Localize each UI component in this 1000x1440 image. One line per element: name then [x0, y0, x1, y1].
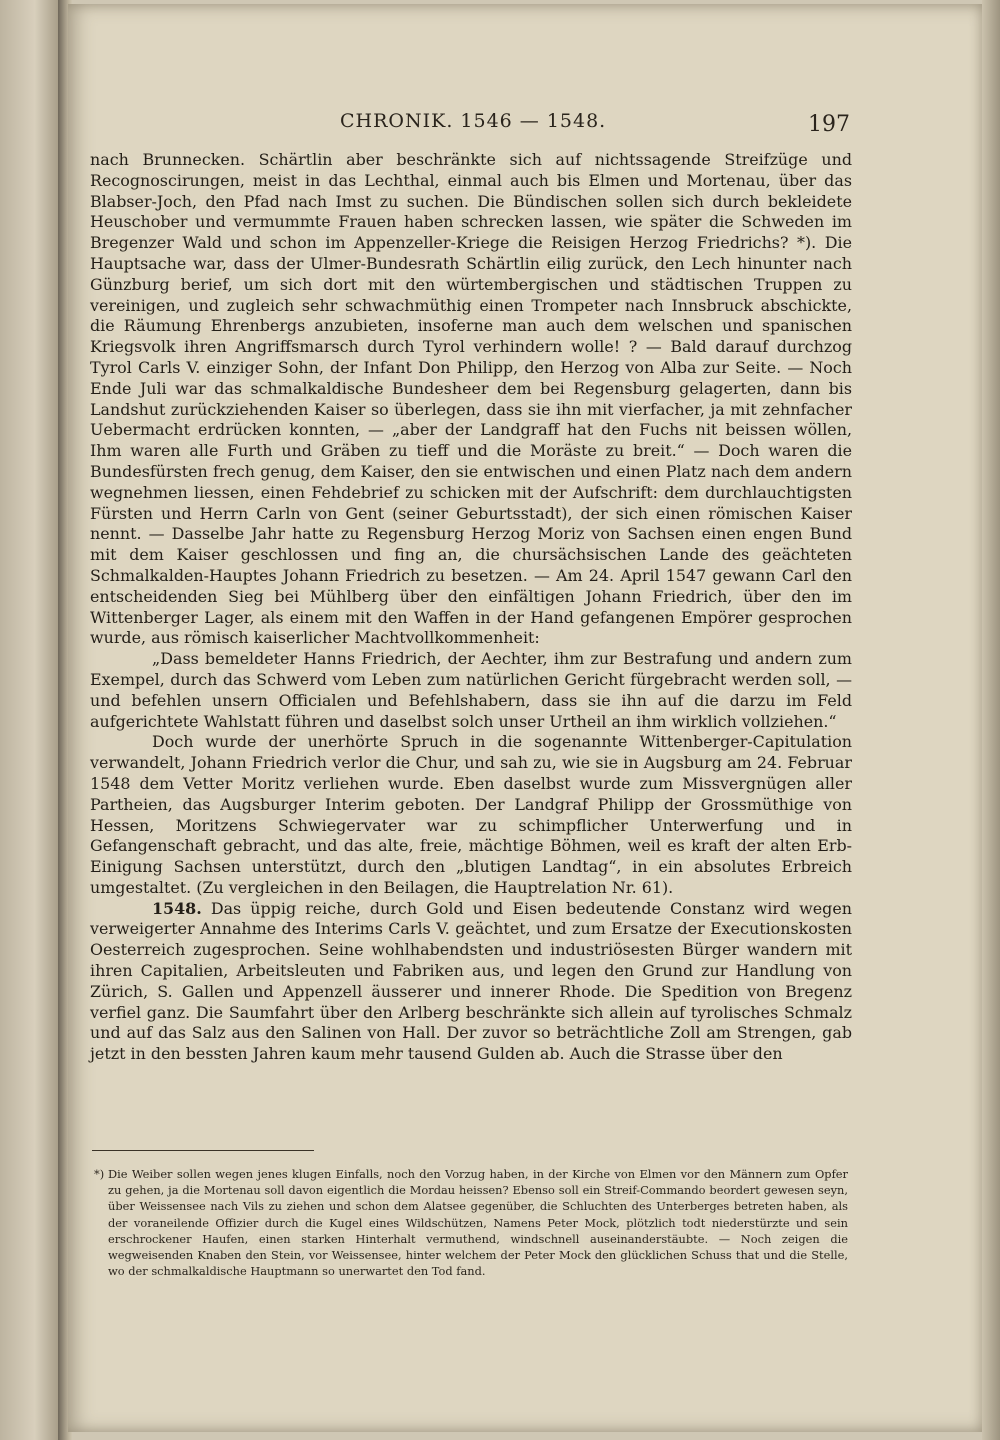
quotation-paragraph: „Dass bemeldeter Hanns Friedrich, der Aechter, ihm zur Bestrafung und andern zum Exempel, durch das Schwerd vom Leben zum natürlichen Gericht fürgebracht werden soll, — und befehlen unsern Officialen und Befehlshabern, dass sie ihn auf die darzu im Feld aufgerichtete Wahlstatt führen und daselbst solch unser Urtheil an ihm wirklich vollziehen.“: [90, 649, 852, 731]
running-title: CHRONIK. 1546 — 1548.: [340, 110, 607, 132]
footnote: [94, 1166, 848, 1279]
paragraph-3: Doch wurde der unerhörte Spruch in die sogenannte Wittenberger-Capitulation verwandelt, Johann Friedrich verlor die Chur, und sah zu, wie sie in Augsburg am 24. Februar 1548 dem Vetter Moritz verliehen wurde. Eben daselbst wurde zum Missvergnügen aller Partheien, das Augsburger Interim geboten. Der Landgraf Philipp der Grossmüthige von Hessen, Moritzens Schwiegervater war zu schimpflicher Unterwerfung und in Gefangenschaft gebracht, und das alte, freie, mächtige Böhmen, weil es kraft der alten Erb-Einigung Sachsen unterstützt, durch den „blutigen Landtag“, in ein absolutes Erbreich umgestaltet. (Zu vergleichen in den Beilagen, die Hauptrelation Nr. 61).: [90, 732, 852, 897]
paragraph-1548: [90, 899, 852, 1065]
paragraph-1: nach Brunnecken. Schärtlin aber beschränkte sich auf nichtssagende Streifzüge und Recognoscirungen, meist in das Lechthal, einmal auch bis Elmen und Mortenau, über das Blabser-Joch, den Pfad nach Imst zu suchen. Die Bündischen sollen sich durch bekleidete Heuschober und vermummte Frauen haben schrecken lassen, wie später die Schweden im Bregenzer Wald und schon im Appenzeller-Kriege die Reisigen Herzog Friedrichs? *). Die Hauptsache war, dass der Ulmer-Bundesrath Schärtlin eilig zurück, den Lech hinunter nach Günzburg berief, um sich dort mit den würtembergischen und städtischen Truppen zu vereinigen, und zugleich sehr schwachmüthig einen Trompeter nach Innsbruck abschickte, die Räumung Ehrenbergs anzubieten, insoferne man auch dem welschen und spanischen Kriegsvolk ihren Angriffsmarsch durch Tyrol verhindern wolle! ? — Bald darauf durchzog Tyrol Carls V. einziger Sohn, der Infant Don Philipp, den Herzog von Alba zur Seite. — Noch Ende Juli war das schmalkaldische Bundesheer dem bei Regensburg gelagerten, dann bis Landshut zurückziehenden Kaiser so überlegen, dass sie ihn mit vierfacher, ja mit zehnfacher Uebermacht erdrücken konnten, — „aber der Landgraff hat den Fuchs nit beissen wöllen, Ihm waren alle Furth und Gräben zu tieff und die Moräste zu breit.“ — Doch waren die Bundesfürsten frech genug, dem Kaiser, den sie entwischen und einen Platz nach dem andern wegnehmen liessen, einen Fehdebrief zu schicken mit der Aufschrift: dem durchlauchtigsten Fürsten und Herrn Carln von Gent (seiner Geburtsstadt), der sich einen römischen Kaiser nennt. — Dasselbe Jahr hatte zu Regensburg Herzog Moriz von Sachsen einen engen Bund mit dem Kaiser geschlossen und fing an, die chursächsischen Lande des geächteten Schmalkalden-Hauptes Johann Friedrich zu besetzen. — Am 24. April 1547 gewann Carl den entscheidenden Sieg bei Mühlberg über den einfältigen Johann Friedrich, über den im Wittenberger Lager, als einem mit den Waffen in der Hand gefangenen Empörer gesprochen wurde, aus römisch kaiserlicher Machtvollkommenheit:: [90, 150, 852, 648]
footnote-text: Die Weiber sollen wegen jenes klugen Einfalls, noch den Vorzug haben, in der Kirche von Elmen vor den Männern zum Opfer zu gehen, ja die Mortenau soll davon eigentlich die Mordau heissen? Ebenso soll ein Streif-Commando beordert gewesen seyn, über Weissensee nach Vils zu ziehen und schon dem Alatsee gegenüber, die Schluchten des Unterberges betreten haben, als der voraneilende Offizier durch die Kugel eines Wildschützen, Namens Peter Mock, plötzlich todt niederstürzte und sein erschrockener Haufen, einen starken Hinterhalt vermuthend, windschnell auseinanderstäubte. — Noch zeigen die wegweisenden Knaben den Stein, vor Weissensee, hinter welchem der Peter Mock den glücklichen Schuss that und die Stelle, wo der schmalkaldische Hauptmann so unerwartet den Tod fand.: [108, 1167, 848, 1279]
paragraph-1548-text: Das üppig reiche, durch Gold und Eisen bedeutende Constanz wird wegen verweigerter Annahme des Interims Carls V. geächtet, und zum Ersatze der Executionskosten Oesterreich zugesprochen. Seine wohlhabendsten und industriösesten Bürger wandern mit ihren Capitalien, Arbeitsleuten und Fabriken aus, und legen den Grund zur Handlung von Zürich, S. Gallen und Appenzell äusserer und innerer Rhode. Die Spedition von Bregenz verfiel ganz. Die Saumfahrt über den Arlberg beschränkte sich allein auf tyrolisches Schmalz und auf das Salz aus den Salinen von Hall. Der zuvor so beträchtliche Zoll am Strengen, gab jetzt in den bessten Jahren kaum mehr tausend Gulden ab. Auch die Strasse über den: [90, 898, 852, 1064]
main-text: [90, 150, 852, 1065]
facing-page-edge: [0, 0, 58, 1440]
page-number: 197: [808, 112, 850, 137]
page-right-edge: [982, 0, 1000, 1440]
footnote-marker: *): [94, 1167, 105, 1181]
year-label: 1548.: [152, 898, 202, 918]
page-header: [90, 110, 850, 140]
footnote-divider: [92, 1150, 314, 1151]
